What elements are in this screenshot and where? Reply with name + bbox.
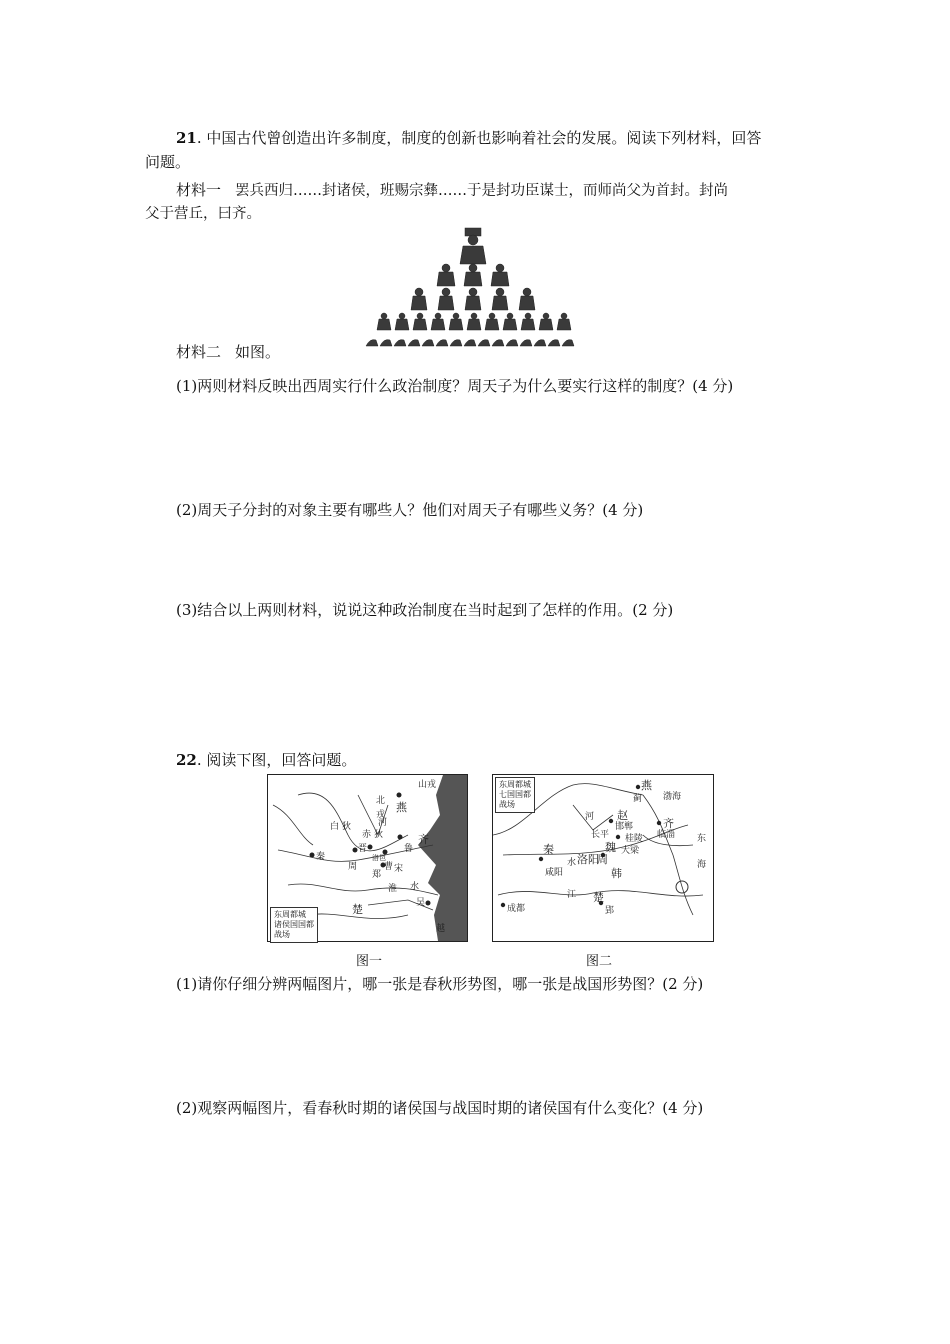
q21-number: 21 bbox=[176, 129, 197, 147]
spring-autumn-map: 山戎 北 燕 戎 白 狄 赤 狄 河 齐 秦 晋 洛邑 鲁 周 郑 曹 宋 淮 水 楚 吴 越 东周都城 诸侯国国都 战场 bbox=[267, 774, 468, 942]
feudal-hierarchy-pyramid-icon bbox=[364, 224, 584, 358]
q22-sub-question-1: (1)请你仔细分辨两幅图片，哪一张是春秋形势图，哪一张是战国形势图？(2 分) bbox=[176, 975, 704, 993]
q21-intro-line2: 问题。 bbox=[145, 153, 191, 171]
material-two-line: 材料二 如图。 bbox=[176, 343, 281, 361]
pyramid-illustration bbox=[364, 224, 584, 358]
map1-caption: 图一 bbox=[356, 954, 383, 969]
map2-legend: 东周都城 七国国都 战场 bbox=[495, 777, 535, 813]
q22-intro: 22. 阅读下图，回答问题。 bbox=[176, 751, 357, 769]
map1-legend: 东周都城 诸侯国国都 战场 bbox=[270, 907, 318, 943]
q22-sub-question-2: (2)观察两幅图片，看春秋时期的诸侯国与战国时期的诸侯国有什么变化？(4 分) bbox=[176, 1099, 704, 1117]
q21-sub-question-3: (3)结合以上两则材料，说说这种政治制度在当时起到了怎样的作用。(2 分) bbox=[176, 601, 674, 619]
material-two-label: 材料二 bbox=[176, 343, 222, 361]
material-one-label: 材料一 bbox=[176, 181, 222, 199]
q21-sub-question-2: (2)周天子分封的对象主要有哪些人？他们对周天子有哪些义务？(4 分) bbox=[176, 501, 644, 519]
material-one-line2: 父于营丘，曰齐。 bbox=[145, 206, 261, 222]
warring-states-map: 燕 蓟 渤海 赵 邯郸 河 长平 齐 临淄 东 魏 大梁 秦 洛阳 周 韩 咸阳 水 桂陵 海 江 楚 郢 成都 东周都城 七国国都 战场 bbox=[492, 774, 714, 942]
q21-intro-line1: 21. 中国古代曾创造出许多制度，制度的创新也影响着社会的发展。阅读下列材料，回答 bbox=[176, 129, 762, 147]
q22-number: 22 bbox=[176, 751, 197, 769]
q21-sub-question-1: (1)两则材料反映出西周实行什么政治制度？周天子为什么要实行这样的制度？(4 分) bbox=[176, 377, 734, 395]
material-one-line1: 材料一 罢兵西归……封诸侯，班赐宗彝……于是封功臣谋士，而师尚父为首封。封尚 bbox=[176, 181, 729, 199]
map2-caption: 图二 bbox=[586, 954, 613, 969]
